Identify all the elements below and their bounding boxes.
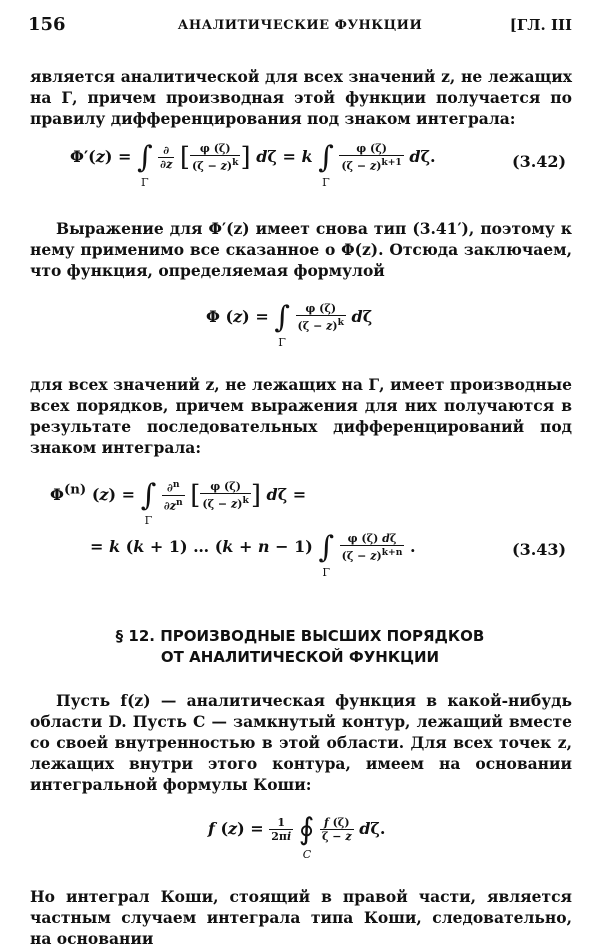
paragraph-2: Выражение для Φ′(z) имеет снова тип (3.41′), поэтому к нему применимо все сказанное о Φ(z). Отсюда заключаем, что функция, определяемая формулой xyxy=(30,219,572,280)
page-header xyxy=(28,14,572,40)
section-heading-line-1: § 12. ПРОИЗВОДНЫЕ ВЫСШИХ ПОРЯДКОВ xyxy=(115,627,485,645)
equation-number-3-42: (3.42) xyxy=(512,152,567,171)
equation-3-43-line-1: $\Phi^{(n)}$ (z) = ∫ Γ $\frac{\partial^n}{\partial z^n}$ [ $\frac{\varphi (\zeta)}{(\zeta - z)^k}$ ] dζ = xyxy=(50,478,307,527)
paragraph-4: Пусть f(z) — аналитическая функция в какой-нибудь области D. Пусть C — замкнутый контур, лежащий вместе со своей внутренностью в этой области. Для всех точек z, лежащих внутри этого контура, имеем на основании интегральной формулы Коши: xyxy=(30,691,572,794)
equation-3-42: Φ′(z) = ∫ Γ $\frac{\partial}{\partial z}$ [ $\frac{\varphi (\zeta)}{(\zeta - z)^k}$ ] dζ = k ∫ Γ $\frac{\varphi (\zeta)}{(\zeta - z)^{k+1}}$ dζ. xyxy=(70,140,436,189)
paragraph-3: для всех значений z, не лежащих на Г, имеет производные всех порядков, причем выражения для них получаются в результате последовательных дифференцирований под знаком интеграла: xyxy=(30,375,572,457)
page-number: 156 xyxy=(28,14,66,35)
chapter-label: [ГЛ. III xyxy=(509,16,572,34)
equation-number-3-43: (3.43) xyxy=(512,540,567,559)
equation-phi: Φ (z) = ∫ Γ $\frac{\varphi (\zeta)}{(\zeta - z)^k}$ dζ xyxy=(206,300,373,349)
equation-cauchy: f (z) = $\frac{1}{2\pi i}$ ∮ C $\frac{f (\zeta)}{\zeta - z}$ dζ. xyxy=(208,812,386,861)
section-heading-line-2: ОТ АНАЛИТИЧЕСКОЙ ФУНКЦИИ xyxy=(160,648,440,666)
paragraph-1: является аналитической для всех значений z, не лежащих на Г, причем производная этой функции получается по правилу дифференцирования под знаком интеграла: xyxy=(30,67,572,128)
running-title: АНАЛИТИЧЕСКИЕ ФУНКЦИИ xyxy=(177,18,423,33)
equation-3-43-line-2: = k (k + 1) … (k + n − 1) ∫ Γ $\frac{\varphi (\zeta) d\zeta}{(\zeta - z)^{k+n}}$ . xyxy=(90,530,416,579)
paragraph-5: Но интеграл Коши, стоящий в правой части, является частным случаем интеграла типа Коши, следовательно, на основании xyxy=(30,887,572,948)
